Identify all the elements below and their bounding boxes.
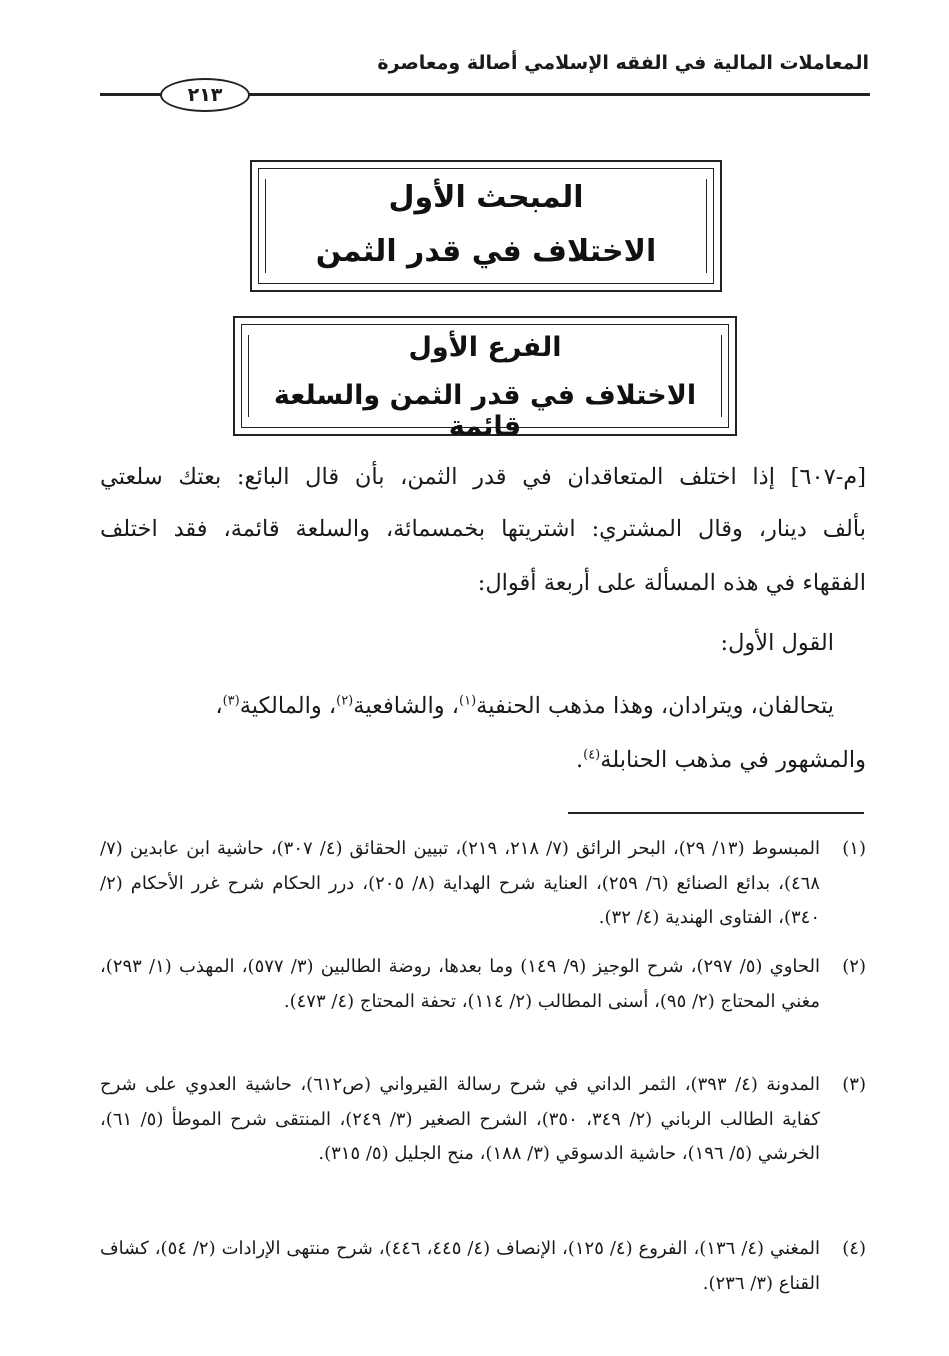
section-title: المبحث الأول [388,180,584,215]
body-text: ، [215,693,223,719]
opinion-heading: القول الأول: [720,630,834,656]
section-subtitle: الاختلاف في قدر الثمن [315,234,657,269]
subsection-subtitle: الاختلاف في قدر الثمن والسلعة قائمة [273,380,697,442]
footnote-text: المبسوط (١٣/ ٢٩)، البحر الرائق (٧/ ٢١٨، ٢١٩)، تبيين الحقائق (٤/ ٣٠٧)، حاشية ابن عابدين (٧/ ٤٦٨)، بدائع الصنائع (٦/ ٢٥٩)، العناية شرح الهداية (٨/ ٢٠٥)، درر الحكام شرح غرر الأحكام (٢/ ٣٤٠)، الفتاوى الهندية (٤/ ٣٢). [100,838,821,928]
body-line [100,693,834,719]
footnote-text: المدونة (٤/ ٣٩٣)، الثمر الداني في شرح رسالة القيرواني (ص٦١٢)، حاشية العدوي على شرح كفاية الطالب الرباني (٢/ ٣٤٩، ٣٥٠)، الشرح الصغير (٣/ ٢٤٩)، المنتقى شرح الموطأ (٥/ ٦١)، الخرشي (٥/ ١٩٦)، حاشية الدسوقي (٣/ ١٨٨)، منح الجليل (٥/ ٣١٥). [100,1074,820,1164]
page-number: ٢١٣ [160,78,250,112]
section-title-frame [250,160,722,292]
body-line [100,747,866,773]
footnote-ref[interactable]: (١) [459,693,477,709]
body-text: . [575,747,584,773]
footnote-ref[interactable]: (٤) [583,747,601,763]
footnote-number: (١) [842,838,866,859]
footnote [100,950,866,1019]
footnote-number: (٣) [842,1074,866,1095]
footnote-number: (٤) [842,1238,866,1259]
footnote [100,832,866,936]
footnote-ref[interactable]: (٢) [336,693,354,709]
subsection-title-frame [233,316,737,442]
footnote-separator [568,812,864,814]
body-text: ، والمالكية [239,693,337,719]
footnote [100,1232,866,1301]
body-text: ، والشافعية [353,693,460,719]
footnote [100,1068,866,1172]
body-line: [م-٦٠٧] إذا اختلف المتعاقدان في قدر الثمن، بأن قال البائع: بعتك سلعتي [100,464,866,490]
footnote-ref[interactable]: (٣) [222,693,240,709]
body-line: بألف دينار، وقال المشتري: اشتريتها بخمسمائة، والسلعة قائمة، فقد اختلف [100,516,866,542]
body-text: يتحالفان، ويترادان، وهذا مذهب الحنفية [476,693,834,719]
footnote-text: المغني (٤/ ١٣٦)، الفروع (٤/ ١٢٥)، الإنصاف (٤/ ٤٤٥، ٤٤٦)، شرح منتهى الإرادات (٢/ ٥٤)، كشاف القناع (٣/ ٢٣٦). [100,1238,820,1294]
footnote-number: (٢) [842,956,866,977]
body-line: الفقهاء في هذه المسألة على أربعة أقوال: [477,570,866,596]
subsection-title: الفرع الأول [408,332,562,363]
body-text: والمشهور في مذهب الحنابلة [600,747,866,773]
running-header: المعاملات المالية في الفقه الإسلامي أصالة ومعاصرة [377,52,869,74]
footnote-text: الحاوي (٥/ ٢٩٧)، شرح الوجيز (٩/ ١٤٩) وما بعدها، روضة الطالبين (٣/ ٥٧٧)، المهذب (١/ ٢٩٣)، مغني المحتاج (٢/ ٩٥)، أسنى المطالب (٢/ ١١٤)، تحفة المحتاج (٤/ ٤٧٣). [100,956,820,1012]
